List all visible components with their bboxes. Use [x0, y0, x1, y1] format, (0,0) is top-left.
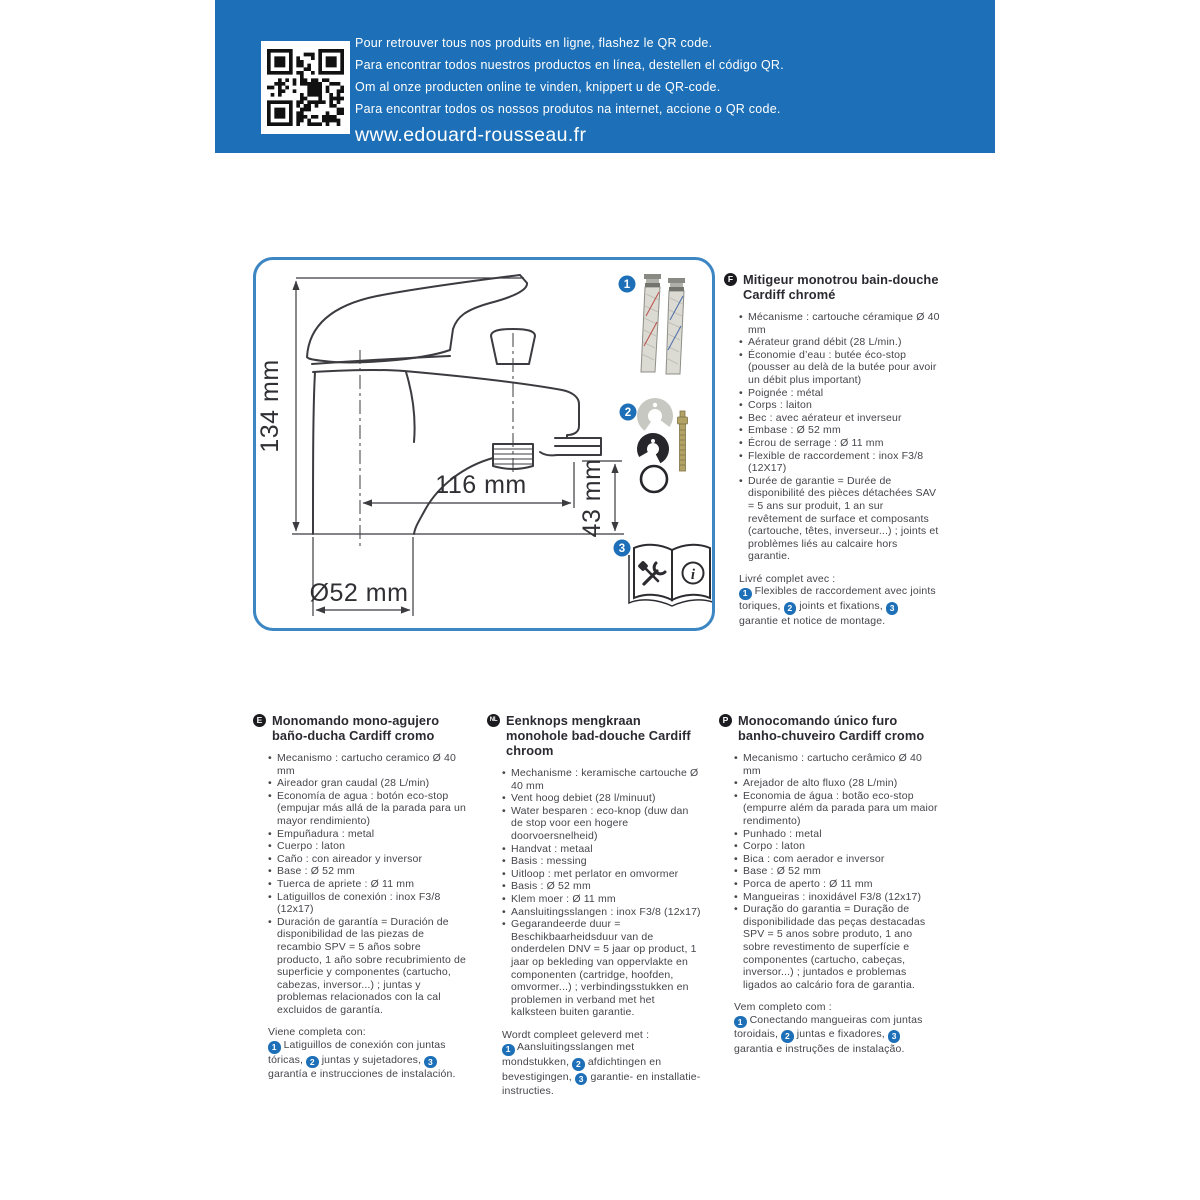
spec-bullet: • Punhado : metal — [734, 828, 941, 841]
included-fr — [739, 573, 940, 627]
lang-badge-pt: P — [719, 714, 732, 727]
spec-bullet: • Arejador de alto fluxo (28 L/min) — [734, 777, 941, 790]
qr-code-icon — [267, 49, 344, 126]
section-nl-head — [487, 713, 701, 758]
section-es-head — [253, 713, 467, 743]
dim-spout-height-label: 43 mm — [578, 458, 606, 538]
callout-badge-1: 1 — [502, 1044, 515, 1057]
flexible-hoses-icon — [641, 274, 685, 374]
threaded-stud-icon — [678, 411, 688, 471]
seals-fixings-icon — [638, 399, 688, 492]
header-banner — [215, 0, 995, 153]
spec-bullet: • Poignée : métal — [739, 387, 940, 400]
spec-bullet: • Empuñadura : metal — [268, 828, 467, 841]
center-axis-lines — [360, 333, 513, 548]
section-title-pt: Monocomando único furo banho-chuveiro Cardiff cromo — [738, 713, 925, 743]
included-intro-pt: Vem completo com : — [734, 1001, 832, 1014]
website-url[interactable]: www.edouard-rousseau.fr — [355, 124, 587, 146]
callout-1-badge — [619, 276, 636, 293]
dim-base-label: Ø52 mm — [309, 579, 409, 607]
callout-2-badge — [620, 404, 637, 421]
included-items-es: 1 Latiguillos de conexión con juntas tóricas, 2 juntas y sujetadores, 3 garantía e instrucciones de instalación. — [268, 1039, 456, 1081]
spec-bullet: • Duración de garantía = Duración de disponibilidad de las piezas de recambio SPV = 5 años sobre producto, 1 año sobre recubrimiento de superficie y componentes (cartucho, cabezas, inversor...) ; juntas y problemas relacionados con la cal excluidos de garantía. — [268, 916, 467, 1017]
included-intro-fr: Livré complet avec : — [739, 572, 836, 585]
spec-bullet: • Aansluitingsslangen : inox F3/8 (12x17) — [502, 906, 701, 919]
spec-bullet: • Bec : avec aérateur et inverseur — [739, 412, 940, 425]
spec-bullet: • Mécanisme : cartouche céramique Ø 40 mm — [739, 311, 940, 336]
spec-bullet: • Aérateur grand débit (28 L/min.) — [739, 336, 940, 349]
header-line-pt: Para encontrar todos os nossos produtos na internet, accione o QR code. — [355, 102, 781, 116]
callout-badge-2: 2 — [784, 602, 797, 615]
spec-bullet: • Handvat : metaal — [502, 843, 701, 856]
spec-bullet: • Mecanismo : cartucho ceramico Ø 40 mm — [268, 752, 467, 777]
callout-badge-2: 2 — [306, 1056, 319, 1069]
section-title-nl: Eenknops mengkraan monohole bad-douche Cardiff chroom — [506, 713, 691, 758]
spec-bullet: • Basis : messing — [502, 855, 701, 868]
spec-bullet: • Duração do garantia = Duração de disponibilidade das peças destacadas SPV = 5 anos sobre produto, 1 ano sobre revestimento de superfície e componentes (cartucho, cabeças, inversor...) ; juntados e problemas ligados ao calcário fora de garantia. — [734, 903, 941, 991]
included-pt — [734, 1001, 941, 1055]
section-pt-head — [719, 713, 941, 743]
lang-badge-es: E — [253, 714, 266, 727]
dim-length-label: 116 mm — [435, 471, 527, 499]
included-es — [268, 1026, 467, 1080]
qr-code — [261, 41, 350, 134]
spec-bullet: • Corps : laiton — [739, 399, 940, 412]
spec-bullet: • Gegarandeerde duur = Beschikbaarheidsduur van de onderdelen DNV = 5 jaar op product, 1 jaar op bekleding van oppervlakte en componenten (cartridge, hoofden, omvormer...) ; verbindingsstukken en problemen in verband met het kalksteen buiten garantie. — [502, 918, 701, 1019]
spec-bullet: • Embase : Ø 52 mm — [739, 424, 940, 437]
callout-2-number: 2 — [624, 407, 632, 419]
spec-bullet: • Flexible de raccordement : inox F3/8 (12X17) — [739, 450, 940, 475]
spec-bullet: • Porca de aperto : Ø 11 mm — [734, 878, 941, 891]
lang-badge-nl: NL — [487, 714, 500, 727]
spec-bullet: • Vent hoog debiet (28 l/minuut) — [502, 792, 701, 805]
spec-list-nl — [487, 767, 701, 1019]
spec-bullet: • Corpo : laton — [734, 840, 941, 853]
spec-list-fr — [724, 311, 940, 563]
spec-bullet: • Water besparen : eco-knop (duw dan de stop voor een hogere doorvoersnelheid) — [502, 805, 701, 843]
spec-list-pt — [719, 752, 941, 991]
included-intro-nl: Wordt compleet geleverd met : — [502, 1028, 650, 1041]
manual-icon — [629, 545, 712, 606]
callout-badge-2: 2 — [572, 1058, 585, 1071]
section-es — [253, 713, 467, 1081]
spec-bullet: • Economia de água : botão eco-stop (empurre além da parada para um maior rendimento) — [734, 790, 941, 828]
spec-bullet: • Économie d’eau : butée éco-stop (pousser au delà de la butée pour avoir un débit plus important) — [739, 349, 940, 387]
spec-bullet: • Mangueiras : inoxidável F3/8 (12x17) — [734, 891, 941, 904]
spec-bullet: • Base : Ø 52 mm — [734, 865, 941, 878]
section-title-fr: Mitigeur monotrou bain-douche Cardiff chromé — [743, 272, 939, 302]
spec-bullet: • Cuerpo : laton — [268, 840, 467, 853]
callout-badge-3: 3 — [424, 1056, 437, 1069]
callout-3-number: 3 — [618, 543, 626, 555]
info-glyph: i — [690, 567, 696, 583]
included-items-fr: 1 Flexibles de raccordement avec joints toriques, 2 joints et fixations, 3 garantie et notice de montage. — [739, 585, 936, 627]
header-line-es: Para encontrar todos nuestros productos en línea, destellen el código QR. — [355, 58, 784, 72]
dim-height-label: 134 mm — [256, 359, 284, 453]
header-line-nl: Om al onze producten online te vinden, knippert u de QR-code. — [355, 80, 721, 94]
callout-3-badge — [614, 540, 631, 557]
spec-bullet: • Basis : Ø 52 mm — [502, 880, 701, 893]
spec-bullet: • Mecanismo : cartucho cerâmico Ø 40 mm — [734, 752, 941, 777]
callout-badge-1: 1 — [268, 1041, 281, 1054]
callout-badge-1: 1 — [739, 588, 752, 601]
section-pt — [719, 713, 941, 1056]
callout-badge-2: 2 — [781, 1030, 794, 1043]
spec-bullet: • Uitloop : met perlator en omvormer — [502, 868, 701, 881]
spec-bullet: • Mechanisme : keramische cartouche Ø 40 mm — [502, 767, 701, 792]
diagram-panel — [253, 257, 715, 631]
included-items-nl: 1 Aansluitingsslangen met mondstukken, 2 afdichtingen en bevestigingen, 3 garantie- en installatie-instructies. — [502, 1041, 701, 1098]
spec-bullet: • Tuerca de apriete : Ø 11 mm — [268, 878, 467, 891]
callout-badge-3: 3 — [888, 1030, 901, 1043]
spec-bullet: • Aireador gran caudal (28 L/min) — [268, 777, 467, 790]
header-line-fr: Pour retrouver tous nos produits en ligne, flashez le QR code. — [355, 36, 713, 50]
spec-bullet: • Caño : con aireador y inversor — [268, 853, 467, 866]
spec-bullet: • Écrou de serrage : Ø 11 mm — [739, 437, 940, 450]
spec-bullet: • Durée de garantie = Durée de disponibilité des pièces détachées SAV = 5 ans sur produit, 1 an sur revêtement de surface et composants (cartouche, têtes, inverseur...) ; joints et problèmes liés au calcaire hors garantie. — [739, 475, 940, 563]
spec-bullet: • Klem moer : Ø 11 mm — [502, 893, 701, 906]
section-nl — [487, 713, 701, 1098]
callout-badge-1: 1 — [734, 1016, 747, 1029]
included-intro-es: Viene completa con: — [268, 1026, 366, 1039]
spec-bullet: • Base : Ø 52 mm — [268, 865, 467, 878]
header-text — [355, 37, 784, 145]
included-items-pt: 1 Conectando mangueiras com juntas toroidais, 2 juntas e fixadores, 3 garantia e instruções de instalação. — [734, 1013, 923, 1055]
callout-badge-3: 3 — [886, 602, 899, 615]
callout-badge-3: 3 — [575, 1073, 588, 1086]
section-fr — [724, 272, 940, 627]
spec-bullet: • Bica : com aerador e inversor — [734, 853, 941, 866]
section-fr-head — [724, 272, 940, 302]
faucet-technical-drawing — [256, 260, 712, 628]
lang-badge-fr: F — [724, 273, 737, 286]
included-nl — [502, 1029, 701, 1098]
spec-bullet: • Latiguillos de conexión : inox F3/8 (12x17) — [268, 891, 467, 916]
section-title-es: Monomando mono-agujero baño-ducha Cardiff cromo — [272, 713, 440, 743]
callout-1-number: 1 — [623, 279, 631, 291]
spec-bullet: • Economía de agua : botón eco-stop (empujar más allá de la parada para un mayor rendimiento) — [268, 790, 467, 828]
spec-list-es — [253, 752, 467, 1016]
